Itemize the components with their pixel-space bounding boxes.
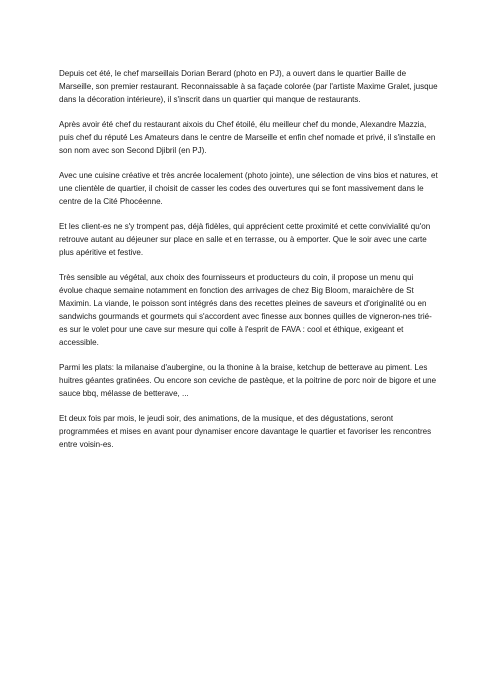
paragraph-clients: Et les client-es ne s'y trompent pas, déjà fidèles, qui apprécient cette proximité et cette convivialité qu'on retrouve autant au déjeuner sur place en salle et en terrasse, ou à emporter. Que le soir avec une carte plus apéritive et festive. [59,222,431,258]
paragraph-dishes: Parmi les plats: la milanaise d'aubergine, ou la thonine à la braise, ketchup de betterave au piment. Les huitres géantes gratinées. Ou encore son ceviche de pastèque, et la poitrine de porc noir de bigore et une sauce bbq, mélasse de betterave, ... [59,363,437,399]
paragraph-opening: Depuis cet été, le chef marseillais Dorian Berard (photo en PJ), a ouvert dans le quartier Baille de Marseille, son premier restaurant. Reconnaissable à sa façade colorée (par l'artiste Maxime Gralet, jusque dans la décoration intérieure), il s'inscrit dans un quartier qui manque de restaurants. [59,69,438,104]
paragraph-cuisine: Avec une cuisine créative et très ancrée localement (photo jointe), une sélection de vins bios et natures, et une clientèle de quartier, il choisit de casser les codes des ouvertures qui se font massivement dans le centre de la Cité Phocéenne. [59,171,438,207]
document-body [59,68,439,464]
paragraph-menu: Très sensible au végétal, aux choix des fournisseurs et producteurs du coin, il propose un menu qui évolue chaque semaine notamment en fonction des arrivages de chez Big Bloom, maraichère de St Maximin. La viande, le poisson sont intégrés dans des recettes pleines de saveurs et d'originalité ou en sandwichs gourmands et gourmets qui s'accordent avec finesse aux bonnes quilles de vigneron-nes trié-es sur le volet pour une cave sur mesure qui colle à l'esprit de FAVA : cool et éthique, exigeant et accessible. [59,273,432,347]
paragraph-chef-background: Après avoir été chef du restaurant aixois du Chef étoilé, élu meilleur chef du monde, Alexandre Mazzia, puis chef du réputé Les Amateurs dans le centre de Marseille et enfin chef nomade et privé, il s'installe en son nom avec son Second Djibril (en PJ). [59,120,436,155]
paragraph-events: Et deux fois par mois, le jeudi soir, des animations, de la musique, et des dégustations, seront programmées et mises en avant pour dynamiser encore davantage le quartier et favoriser les rencontres entre voisin-es. [59,414,432,450]
